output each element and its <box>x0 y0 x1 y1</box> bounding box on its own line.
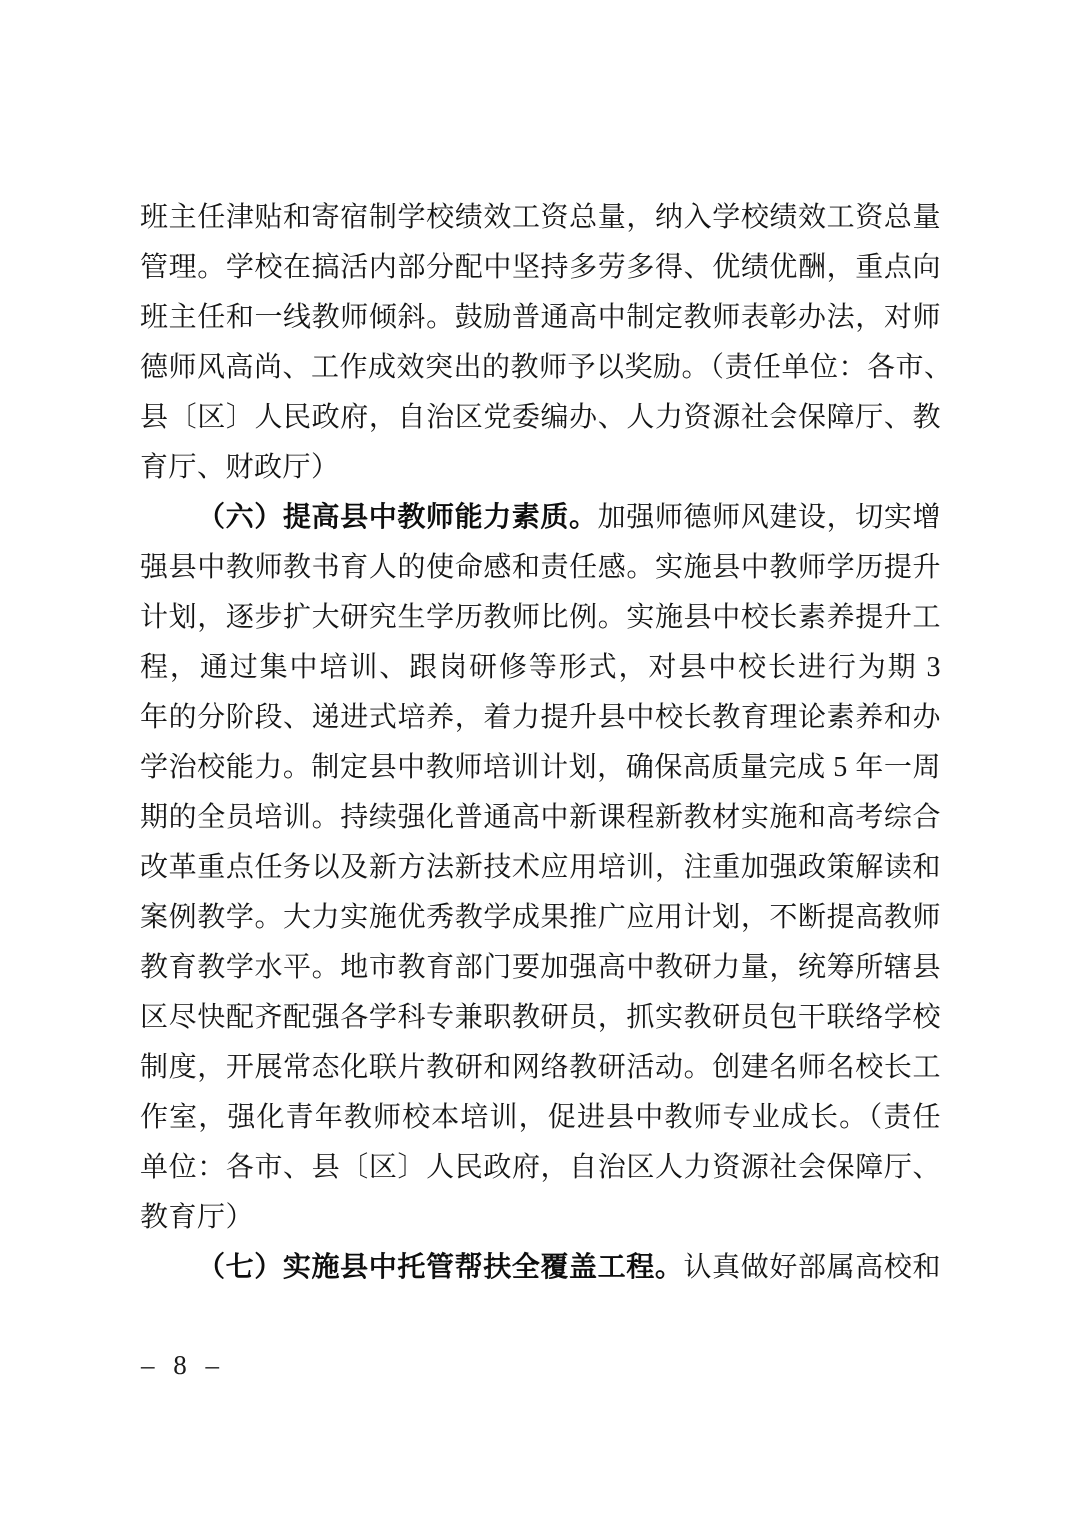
body-text: 认真做好部属高校和 <box>683 1252 941 1283</box>
text-line <box>140 643 941 693</box>
section-heading: （七）实施县中托管帮扶全覆盖工程。 <box>197 1252 684 1283</box>
text-line <box>140 243 941 293</box>
text-line <box>140 293 941 343</box>
body-text: 期的全员培训。持续强化普通高中新课程新教材实施和高考综合 <box>140 802 941 833</box>
text-line <box>140 1193 941 1243</box>
body-text: 育厅、财政厅） <box>140 452 340 483</box>
body-text: 案例教学。大力实施优秀教学成果推广应用计划，不断提高教师 <box>140 902 941 933</box>
text-line <box>140 1243 941 1293</box>
text-line <box>140 893 941 943</box>
text-line <box>140 1093 941 1143</box>
body-text: 制度，开展常态化联片教研和网络教研活动。创建名师名校长工 <box>140 1052 941 1083</box>
body-text: 管理。学校在搞活内部分配中坚持多劳多得、优绩优酬，重点向 <box>140 252 941 283</box>
body-text: 教育教学水平。地市教育部门要加强高中教研力量，统筹所辖县 <box>140 952 941 983</box>
body-text: 加强师德师风建设，切实增 <box>597 502 941 533</box>
body-text: 计划，逐步扩大研究生学历教师比例。实施县中校长素养提升工 <box>140 602 941 633</box>
text-lines <box>140 193 953 1293</box>
text-line <box>140 493 941 543</box>
body-text: 德师风高尚、工作成效突出的教师予以奖励。（责任单位：各市、 <box>140 352 953 383</box>
body-text: 强县中教师教书育人的使命感和责任感。实施县中教师学历提升 <box>140 552 941 583</box>
body-text: 作室，强化青年教师校本培训，促进县中教师专业成长。（责任 <box>140 1102 941 1133</box>
text-line <box>140 343 953 393</box>
text-line <box>140 193 941 243</box>
body-text: 改革重点任务以及新方法新技术应用培训，注重加强政策解读和 <box>140 852 941 883</box>
body-text: 县〔区〕人民政府，自治区党委编办、人力资源社会保障厅、教 <box>140 402 941 433</box>
text-line <box>140 1043 941 1093</box>
body-text: 学治校能力。制定县中教师培训计划，确保高质量完成 5 年一周 <box>140 752 941 783</box>
text-line <box>140 593 941 643</box>
text-line <box>140 393 941 443</box>
body-text: 班主任津贴和寄宿制学校绩效工资总量，纳入学校绩效工资总量 <box>140 202 941 233</box>
body-text: 区尽快配齐配强各学科专兼职教研员，抓实教研员包干联络学校 <box>140 1002 941 1033</box>
text-line <box>140 543 941 593</box>
text-line <box>140 793 941 843</box>
page-number: – 8 – <box>141 1350 225 1380</box>
text-line <box>140 443 941 493</box>
section-heading: （六）提高县中教师能力素质。 <box>197 502 598 533</box>
text-line <box>140 843 941 893</box>
text-line <box>140 1143 941 1193</box>
text-line <box>140 993 941 1043</box>
body-text: 教育厅） <box>140 1202 255 1233</box>
text-line <box>140 693 941 743</box>
text-line <box>140 943 941 993</box>
body-text: 程，通过集中培训、跟岗研修等形式，对县中校长进行为期 3 <box>140 652 941 683</box>
text-line <box>140 743 941 793</box>
body-text: 单位：各市、县〔区〕人民政府，自治区人力资源社会保障厅、 <box>140 1152 941 1183</box>
body-text: 班主任和一线教师倾斜。鼓励普通高中制定教师表彰办法，对师 <box>140 302 941 333</box>
body-text: 年的分阶段、递进式培养，着力提升县中校长教育理论素养和办 <box>140 702 941 733</box>
